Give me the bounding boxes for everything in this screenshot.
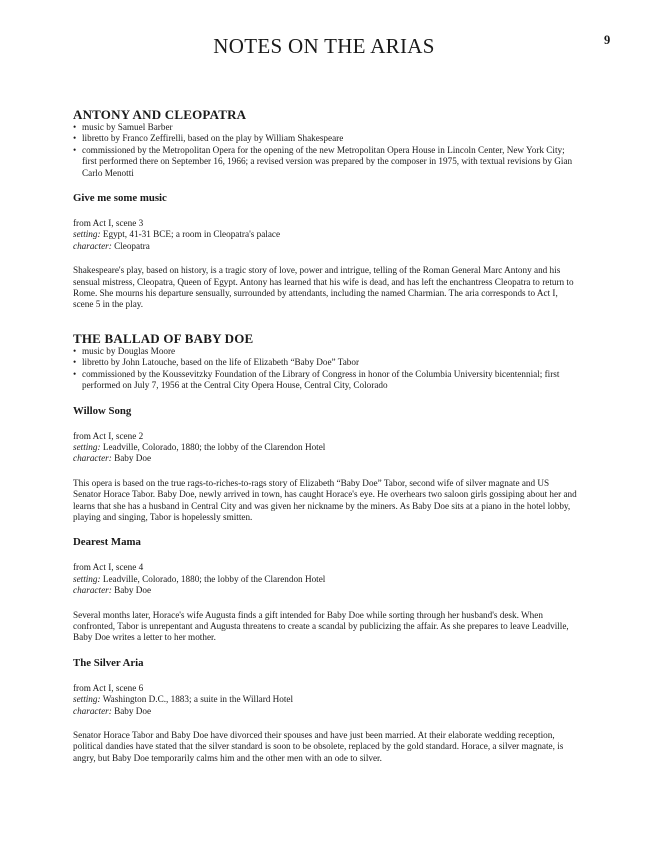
character-label: character: — [73, 453, 112, 464]
character-label: character: — [73, 705, 112, 716]
setting-value: Leadville, Colorado, 1880; the lobby of the Clarendon Hotel — [102, 441, 326, 452]
setting-label: setting: — [73, 441, 101, 452]
aria-context — [73, 683, 579, 717]
aria-synopsis: Shakespeare's play, based on history, is a tragic story of love, power and intrigue, telling of the Roman General Marc Antony and his sensual mistress, Cleopatra, Queen of Egypt. Antony has learned that his wife is dead, and has left the enchantress Cleopatra to return to Rome. She mourns his departure sensually, surrounded by attendants, including the named Charmian. The aria corresponds to Act I, scene 5 in the play. — [73, 265, 574, 310]
opera-facts-list — [73, 346, 579, 392]
page-number: 9 — [604, 33, 611, 47]
aria-title: Give me some music — [73, 192, 167, 205]
aria-character — [73, 706, 579, 717]
setting-value: Egypt, 41-31 BCE; a room in Cleopatra's palace — [102, 229, 281, 240]
aria-title: The Silver Aria — [73, 656, 144, 669]
aria-title: Dearest Mama — [73, 536, 141, 549]
opera-title: THE BALLAD OF BABY DOE — [73, 330, 254, 346]
character-value: Baby Doe — [114, 705, 152, 716]
opera-section-ballad-of-baby-doe — [73, 331, 579, 764]
aria-setting — [73, 442, 579, 453]
setting-value: Leadville, Colorado, 1880; the lobby of the Clarendon Hotel — [102, 573, 326, 584]
aria-context — [73, 431, 579, 465]
fact-item — [73, 357, 579, 368]
bullet-icon: • — [73, 345, 77, 356]
aria-block — [73, 192, 579, 311]
aria-synopsis: Several months later, Horace's wife Augusta finds a gift intended for Baby Doe while sorting through her husband's desk. When confronted, Tabor is unrepentant and Augusta threatens to create a scandal by publicizing the affair. As she prepares to leave Leadville, Baby Doe writes a letter to her mother. — [73, 609, 569, 643]
aria-block — [73, 657, 579, 764]
aria-setting — [73, 694, 579, 705]
aria-title: Willow Song — [73, 404, 132, 417]
bullet-icon: • — [73, 357, 77, 368]
opera-facts-list — [73, 122, 579, 179]
bullet-icon: • — [73, 368, 77, 379]
fact-text: commissioned by the Koussevitzky Foundation of the Library of Congress in honor of the Columbia University bicentennial; first performed on July 7, 1956 at the Central City Opera House, Central City, Colorado — [82, 368, 560, 391]
aria-character — [73, 241, 579, 252]
fact-text: libretto by John Latouche, based on the life of Elizabeth “Baby Doe” Tabor — [82, 357, 360, 368]
character-label: character: — [73, 585, 112, 596]
aria-setting — [73, 229, 579, 240]
aria-block — [73, 405, 579, 524]
aria-synopsis: Senator Horace Tabor and Baby Doe have divorced their spouses and have just been married. At their elaborate wedding reception, political dandies have stated that the silver standard is soon to be obsolete, replaced by the gold standard. Horace, a silver magnate, is angry, but Baby Doe temporarily calms him and the other men with an ode to silver. — [73, 730, 564, 763]
aria-act: from Act I, scene 4 — [73, 562, 144, 573]
bullet-icon: • — [73, 122, 77, 132]
fact-item — [73, 145, 579, 179]
fact-text: commissioned by the Metropolitan Opera for the opening of the new Metropolitan Opera House in Lincoln Center, New York City; first performed there on September 16, 1966; a revised version was prepared by the composer in 1975, with textual revisions by Gian Carlo Menotti — [82, 144, 573, 178]
aria-act: from Act I, scene 6 — [73, 682, 144, 693]
character-value: Baby Doe — [114, 453, 152, 464]
opera-title: ANTONY AND CLEOPATRA — [73, 107, 247, 122]
fact-item — [73, 122, 579, 133]
character-value: Baby Doe — [114, 585, 152, 596]
aria-setting — [73, 574, 579, 585]
setting-label: setting: — [73, 694, 101, 705]
aria-act: from Act I, scene 2 — [73, 430, 144, 441]
setting-label: setting: — [73, 573, 101, 584]
aria-block — [73, 536, 579, 643]
fact-text: music by Douglas Moore — [82, 345, 176, 356]
aria-act: from Act I, scene 3 — [73, 218, 144, 229]
page-title: NOTES ON THE ARIAS — [213, 34, 435, 58]
bullet-icon: • — [73, 144, 77, 155]
setting-label: setting: — [73, 229, 101, 240]
character-label: character: — [73, 240, 112, 251]
fact-text: music by Samuel Barber — [82, 122, 173, 132]
aria-character — [73, 453, 579, 464]
aria-character — [73, 585, 579, 596]
fact-item — [73, 133, 579, 144]
opera-section-antony-and-cleopatra — [73, 107, 579, 311]
fact-item — [73, 346, 579, 357]
aria-context — [73, 562, 579, 596]
aria-context — [73, 218, 579, 252]
fact-text: libretto by Franco Zeffirelli, based on the play by William Shakespeare — [82, 133, 344, 144]
page-content — [73, 107, 579, 764]
setting-value: Washington D.C., 1883; a suite in the Willard Hotel — [102, 694, 294, 705]
character-value: Cleopatra — [114, 240, 150, 251]
aria-synopsis: This opera is based on the true rags-to-riches-to-rags story of Elizabeth “Baby Doe” Tabor, second wife of silver magnate and US Senator Horace Tabor. Baby Doe, newly arrived in town, has caught Horace's eye. He overhears two saloon girls gossiping about her and learns that she has a husband in Central City and was given her nickname by the miners. As Baby Doe sits at a piano in the hotel lobby, playing and singing, Tabor is hopelessly smitten. — [73, 477, 577, 522]
bullet-icon: • — [73, 133, 77, 144]
fact-item — [73, 369, 579, 392]
